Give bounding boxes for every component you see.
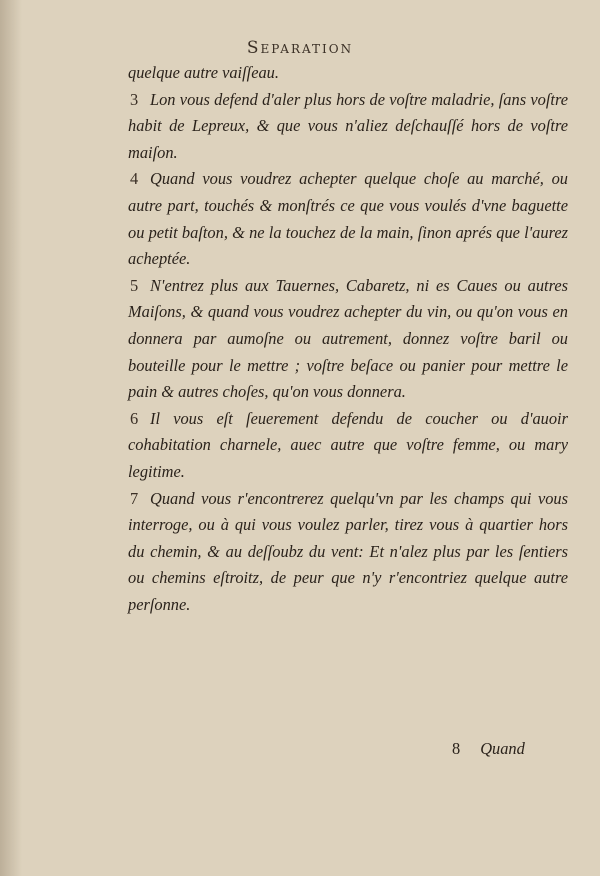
paragraph-text: quelque autre vaiſſeau. (128, 63, 279, 82)
paragraph-text: N'entrez plus aux Tauernes, Cabaretz, ni es Caues ou autres Maiſons, & quand vous voudrez achepter du vin, ou qu'on vous en donnera par aumoſne ou autrement, donnez voſtre baril ou bouteille pour le mettre ; voſtre beſace ou panier pour mettre le pain & autres choſes, qu'on vous donnera. (128, 275, 568, 402)
paragraph-text: Quand vous r'encontrerez quelqu'vn par les champs qui vous interroge, ou à qui vous voulez parler, tirez vous à quartier hors du chemin, & au deſſoubz du vent: Et n'alez plus par les ſentiers ou chemins eſtroitz, de peur que n'y r'encontriez quelque autre perſonne. (128, 488, 568, 614)
paragraph-number: 5 (130, 275, 139, 295)
paragraph-number: 3 (130, 89, 139, 109)
catchword-text: Quand (480, 739, 525, 758)
catchword (452, 739, 572, 759)
text-block (128, 60, 568, 618)
paragraph-6 (128, 406, 568, 486)
paragraph-continuation (128, 60, 568, 87)
paragraph-text: Lon vous defend d'aler plus hors de voſtre maladrie, ſans voſtre habit de Lepreux, & que vous n'aliez deſchauſſé hors de voſtre maiſon. (128, 89, 568, 162)
paragraph-4 (128, 166, 568, 272)
paragraph-3 (128, 87, 568, 167)
paragraph-number: 4 (130, 169, 139, 189)
paragraph-text: Il vous eſt ſeuerement defendu de coucher ou d'auoir cohabitation charnele, auec autre que voſtre femme, ou mary legitime. (128, 408, 568, 481)
paragraph-text: Quand vous voudrez achepter quelque choſe au marché, ou autre part, touchés & monſtrés ce que vous voulés d'vne baguette ou petit baſton, & ne la touchez de la main, ſinon aprés que l'aurez acheptée. (128, 169, 568, 269)
running-head: Separation (246, 38, 354, 58)
gutter-shadow (0, 0, 22, 876)
paragraph-number: 6 (130, 408, 139, 428)
paragraph-number: 7 (130, 488, 139, 508)
paragraph-7 (128, 486, 568, 619)
signature-mark: 8 (452, 739, 461, 758)
paragraph-5 (128, 273, 568, 406)
